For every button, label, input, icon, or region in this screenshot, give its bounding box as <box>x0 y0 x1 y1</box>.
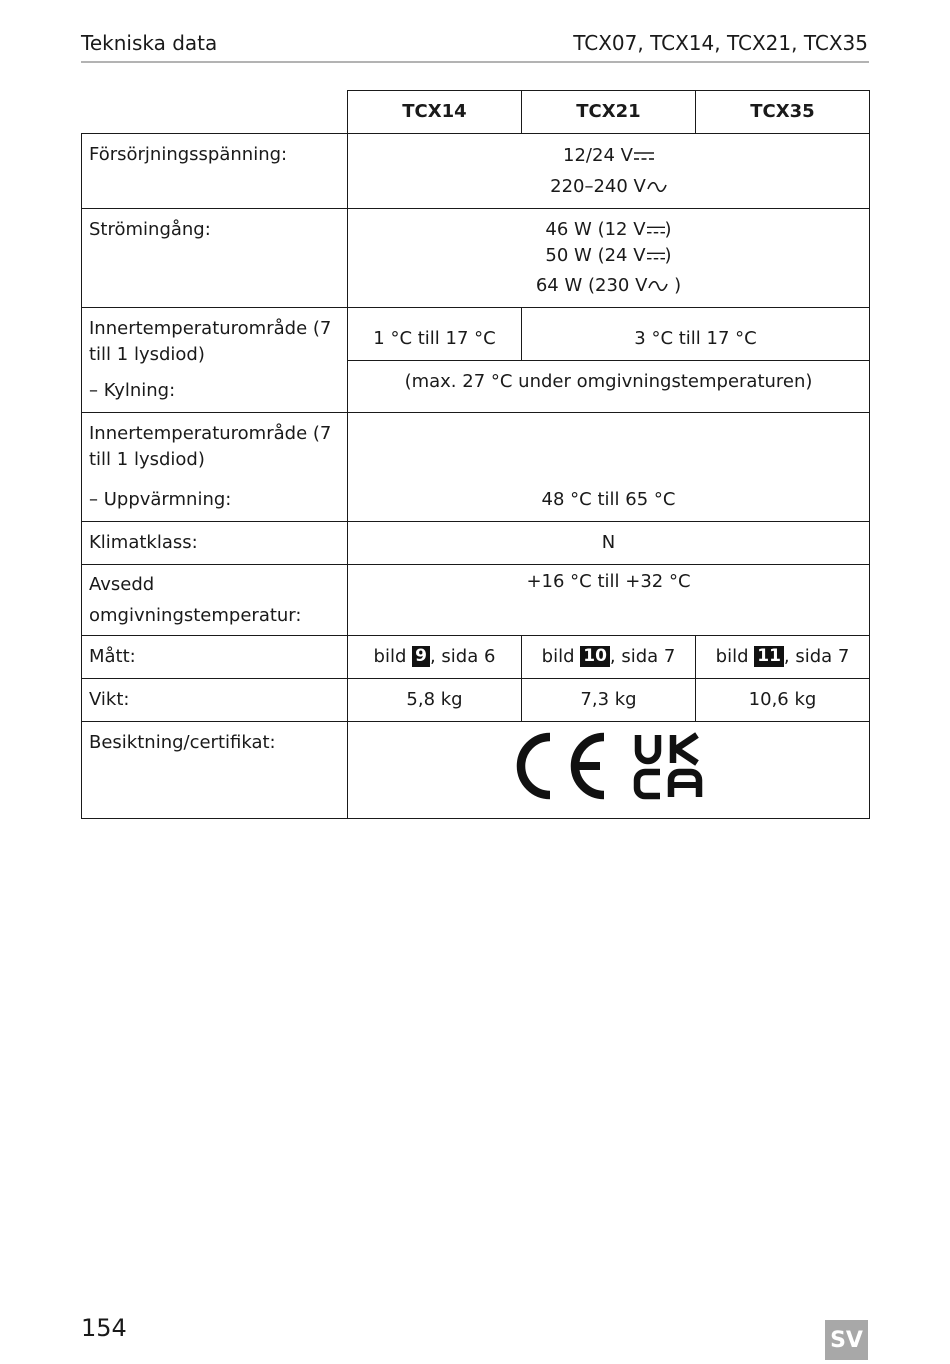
weight-tcx35: 10,6 kg <box>748 689 817 710</box>
row-label-dimensions: Mått: <box>89 646 136 667</box>
table-row <box>82 134 870 209</box>
dc-symbol-icon <box>647 251 665 261</box>
weight-tcx21: 7,3 kg <box>580 689 637 710</box>
ac-symbol-icon <box>648 281 668 291</box>
figure-badge: 11 <box>754 646 784 667</box>
table-row <box>82 679 870 722</box>
cooling-range-tcx21-tcx35: 3 °C till 17 °C <box>634 327 757 349</box>
dimensions-ref-tcx35: bild 11 , sida 7 <box>715 646 850 667</box>
row-label-ambient: Avsedd omgivningstemperatur: <box>89 574 302 626</box>
row-label-certification: Besiktning/certifikat: <box>89 732 276 753</box>
ukca-mark-icon <box>633 732 703 800</box>
row-label-climate-class: Klimatklass: <box>89 532 198 553</box>
dimensions-ref-tcx14: bild 9 , sida 6 <box>373 646 496 667</box>
table-row <box>82 413 870 522</box>
table-row <box>82 308 870 361</box>
spec-table <box>81 90 870 819</box>
table-row <box>82 636 870 679</box>
power-230v-value: 64 W (230 V ) <box>535 275 682 296</box>
language-tab: SV <box>825 1320 868 1360</box>
section-title: Tekniska data <box>81 31 218 55</box>
models-heading: TCX07, TCX14, TCX21, TCX35 <box>573 31 868 55</box>
ac-symbol-icon <box>647 182 667 192</box>
dc-symbol-icon <box>647 225 665 235</box>
heating-range: 48 °C till 65 °C <box>541 489 676 510</box>
row-label-weight: Vikt: <box>89 689 130 710</box>
page-number: 154 <box>81 1314 127 1342</box>
table-header-row <box>82 91 870 134</box>
dimensions-ref-tcx21: bild 10 , sida 7 <box>541 646 676 667</box>
column-header-tcx14: TCX14 <box>348 91 522 134</box>
figure-badge: 10 <box>580 646 610 667</box>
row-sublabel-cooling: – Kylning: <box>89 380 176 401</box>
dc-symbol-icon <box>634 151 654 161</box>
row-label-cooling: Innertemperaturområde (7 till 1 lysdiod) <box>89 318 332 365</box>
cooling-range-tcx14: 1 °C till 17 °C <box>373 327 496 349</box>
column-header-tcx21: TCX21 <box>522 91 696 134</box>
supply-ac-value: 220–240 V <box>352 171 865 202</box>
power-12v-value: 46 W (12 V ) <box>545 219 672 240</box>
ambient-range: +16 °C till +32 °C <box>526 571 691 592</box>
supply-dc-value: 12/24 V <box>352 140 865 171</box>
header-divider <box>81 61 869 63</box>
figure-badge: 9 <box>412 646 430 667</box>
ce-mark-icon <box>514 732 608 800</box>
row-label-supply: Försörjningsspänning: <box>89 144 288 165</box>
table-row <box>82 522 870 565</box>
row-sublabel-heating: – Uppvärmning: <box>89 489 232 510</box>
climate-class-value: N <box>601 532 616 553</box>
row-label-power: Strömingång: <box>89 219 211 240</box>
weight-tcx14: 5,8 kg <box>406 689 463 710</box>
table-row <box>82 209 870 308</box>
cooling-note: (max. 27 °C under omgivningstemperaturen) <box>404 370 813 392</box>
table-row <box>82 722 870 819</box>
row-label-heating: Innertemperaturområde (7 till 1 lysdiod) <box>89 423 332 470</box>
column-header-tcx35: TCX35 <box>696 91 870 134</box>
power-24v-value: 50 W (24 V ) <box>545 245 672 266</box>
table-row <box>82 565 870 636</box>
